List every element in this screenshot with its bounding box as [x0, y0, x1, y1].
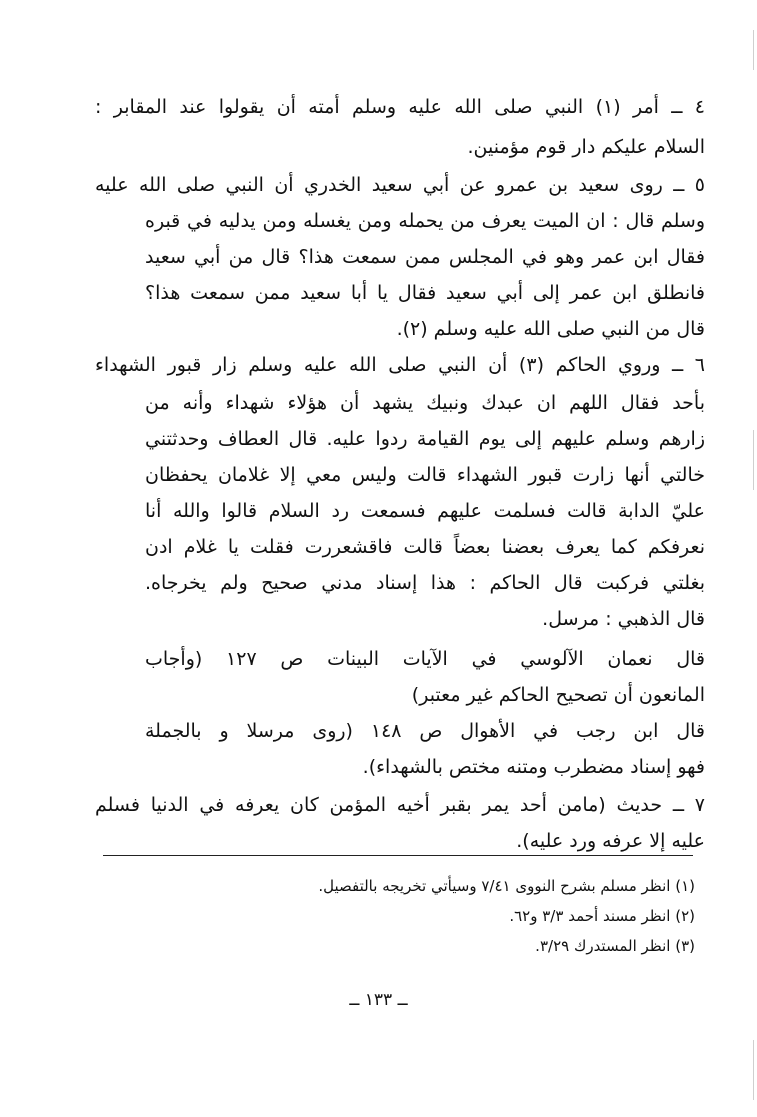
footnote-3: (٣) انظر المستدرك ٣/٢٩. — [535, 937, 695, 955]
page-number: ــ ١٣٣ ــ — [349, 990, 408, 1010]
footnote-rule — [103, 855, 693, 856]
item-4-line-1: ٤ ــ أمر (١) النبي صلى الله عليه وسلم أمته أن يقولوا عند المقابر : — [95, 96, 705, 118]
item-5-line-3: فقال ابن عمر وهو في المجلس ممن سمعت هذا؟ قال من أبي سعيد — [145, 246, 705, 268]
item-7-line-1: ٧ ــ حديث (مامن أحد يمر بقبر أخيه المؤمن كان يعرفه في الدنيا فسلم — [95, 794, 705, 816]
item-6-line-1: ٦ ــ وروي الحاكم (٣) أن النبي صلى الله عليه وسلم زار قبور الشهداء — [95, 354, 705, 376]
scan-edge-mark-middle — [753, 430, 754, 490]
item-5-line-5: قال من النبي صلى الله عليه وسلم (٢). — [396, 318, 705, 340]
item-6-line-10: المانعون أن تصحيح الحاكم غير معتبر) — [411, 684, 705, 706]
item-6-line-8: قال الذهبي : مرسل. — [542, 608, 705, 630]
item-5-line-2: وسلم قال : ان الميت يعرف من يحمله ومن يغسله ومن يدليه في قبره — [145, 210, 705, 232]
item-7-line-2: عليه إلا عرفه ورد عليه). — [516, 830, 705, 852]
item-6-line-12: فهو إسناد مضطرب ومتنه مختص بالشهداء). — [362, 756, 705, 778]
item-6-line-6: نعرفكم كما يعرف بعضنا بعضاً قالت فاقشعررت فقلت يا غلام ادن — [145, 536, 705, 558]
item-6-line-7: بغلتي فركبت قال الحاكم : هذا إسناد مدني صحيح ولم يخرجاه. — [145, 572, 705, 594]
item-6-line-11: قال ابن رجب في الأهوال ص ١٤٨ (روى مرسلا و بالجملة — [145, 720, 705, 742]
item-6-line-9: قال نعمان الآلوسي في الآيات البينات ص ١٢٧ (وأجاب — [145, 648, 706, 670]
footnote-1: (١) انظر مسلم بشرح النووى ٧/٤١ وسيأتي تخريجه بالتفصيل. — [318, 877, 695, 895]
item-4-line-2: السلام عليكم دار قوم مؤمنين. — [467, 136, 705, 158]
footnote-2: (٢) انظر مسند أحمد ٣/٣ و٦٢. — [509, 907, 695, 925]
item-6-line-3: زارهم وسلم عليهم إلى يوم القيامة ردوا عليه. قال العطاف وحدثتني — [145, 428, 705, 450]
item-5-line-1: ٥ ــ روى سعيد بن عمرو عن أبي سعيد الخدري أن النبي صلى الله عليه — [95, 174, 705, 196]
item-6-line-2: بأحد فقال اللهم ان عبدك ونبيك يشهد أن هؤلاء شهداء وأنه من — [145, 392, 705, 414]
scan-edge-mark-bottom — [753, 1040, 754, 1100]
scan-edge-mark-top — [753, 30, 754, 70]
item-5-line-4: فانطلق ابن عمر إلى أبي سعيد فقال يا أبا سعيد ممن سمعت هذا؟ — [145, 282, 705, 304]
item-6-line-4: خالتي أنها زارت قبور الشهداء قالت وليس معي إلا غلامان يحفظان — [145, 464, 705, 486]
item-6-line-5: عليّ الدابة قالت فسلمت عليهم فسمعت رد السلام قالوا والله أنا — [145, 500, 705, 522]
